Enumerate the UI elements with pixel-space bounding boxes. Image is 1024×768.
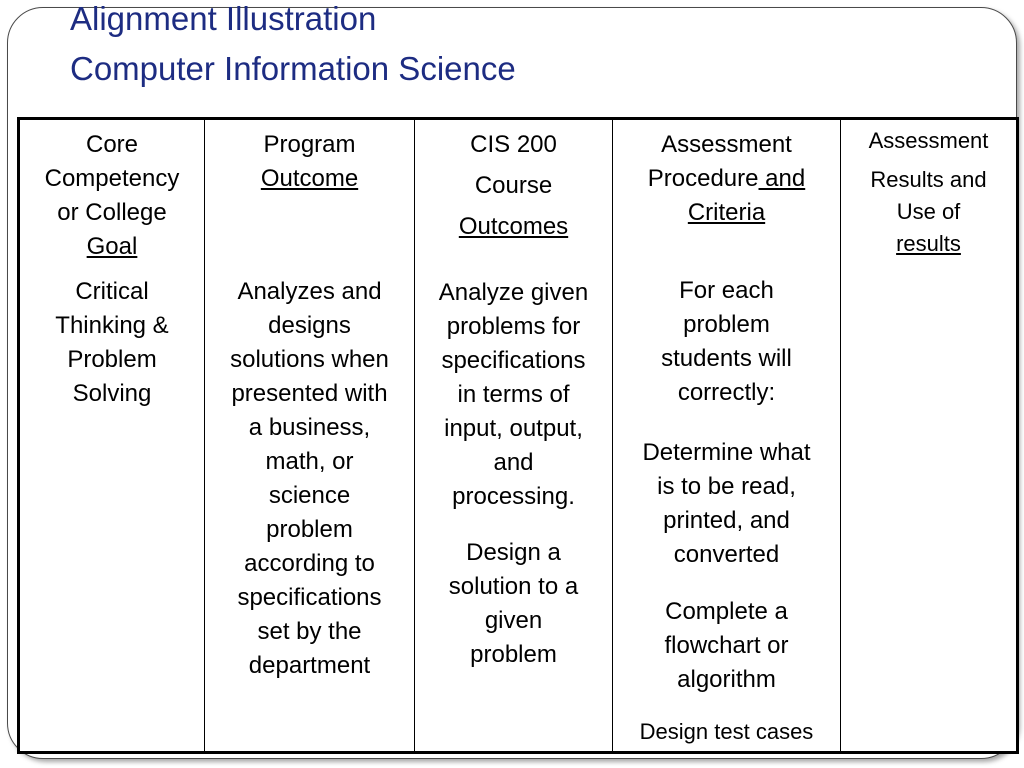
col1-body-line: Critical	[75, 278, 149, 305]
col4-item1-line: Determine what	[642, 439, 811, 466]
col1-header-line: Core	[85, 131, 139, 158]
col4-header-criteria: Criteria	[687, 199, 766, 226]
col2-body-line: according to	[244, 550, 375, 577]
col2-body-line: science	[268, 482, 351, 509]
col2-header-outcome: Outcome	[260, 165, 359, 192]
col4-item1-line: converted	[673, 541, 780, 568]
col4-item2-line: algorithm	[677, 666, 776, 693]
program-outcome-cell	[205, 119, 415, 753]
col1-body-line: Solving	[72, 380, 152, 407]
col2-body-line: math, or	[265, 448, 354, 475]
col4-header-and: and	[758, 165, 806, 192]
col3-body-line: and	[493, 449, 534, 476]
col3-body-line: Design a	[466, 539, 561, 566]
col1-body-line: Problem	[67, 346, 157, 373]
col3-body-line: in terms of	[457, 381, 570, 408]
col4-intro-line: problem	[683, 311, 770, 338]
col4-item3: Design test cases	[639, 719, 814, 744]
col4-item2-line: Complete a	[665, 598, 788, 625]
col2-body-line: presented with	[231, 380, 388, 407]
col4-item1-line: is to be read,	[657, 473, 796, 500]
col4-header-line: Assessment	[661, 131, 792, 158]
title-line-2: Computer Information Science	[70, 50, 516, 87]
col5-line: Results and	[870, 167, 987, 192]
col5-results: results	[896, 231, 961, 256]
col4-item1-line: printed, and	[663, 507, 790, 534]
col5-line: Use of	[896, 199, 961, 224]
col4-item2-line: flowchart or	[664, 632, 789, 659]
col3-body-line: input, output,	[444, 415, 583, 442]
col3-body-line: solution to a	[448, 573, 579, 600]
col3-header-line: Course	[474, 172, 553, 199]
col4-intro-line: For each	[679, 277, 774, 304]
col3-body-line: processing.	[452, 483, 575, 510]
col2-body-line: set by the	[257, 618, 362, 645]
col4-intro-line: students will	[661, 345, 792, 372]
col1-header-line: or College	[57, 199, 167, 226]
col2-body-line: solutions when	[230, 346, 389, 373]
col3-body-line: problems for	[446, 313, 581, 340]
col3-header-line: CIS 200	[470, 131, 557, 158]
col4-header-procedure: Procedure	[647, 165, 759, 192]
course-outcomes-cell	[415, 119, 613, 753]
col5-line: Assessment	[868, 128, 989, 153]
col1-header-goal: Goal	[86, 233, 138, 260]
col2-body-line: a business,	[248, 414, 371, 441]
title-line-1: Alignment Illustration	[70, 0, 377, 37]
table-row	[19, 119, 1018, 753]
alignment-table	[17, 117, 1019, 754]
col2-body-line: problem	[266, 516, 353, 543]
col1-header-line: Competency	[44, 165, 180, 192]
core-competency-cell	[19, 119, 205, 753]
col2-body-line: specifications	[237, 584, 382, 611]
assessment-results-cell	[841, 119, 1018, 753]
col3-header-outcomes: Outcomes	[458, 213, 569, 240]
col2-header-line: Program	[263, 131, 356, 158]
col4-intro-line: correctly:	[677, 379, 776, 406]
col2-body-line: Analyzes and	[237, 278, 382, 305]
assessment-procedure-cell	[613, 119, 841, 753]
slide-title	[70, 0, 516, 94]
col3-body-line: Analyze given	[438, 279, 589, 306]
col3-body-line: specifications	[441, 347, 586, 374]
col2-body-line: department	[248, 652, 371, 679]
col3-body-line: given	[484, 607, 543, 634]
col1-body-line: Thinking &	[55, 312, 169, 339]
col3-body-line: problem	[470, 641, 557, 668]
col2-body-line: designs	[268, 312, 351, 339]
